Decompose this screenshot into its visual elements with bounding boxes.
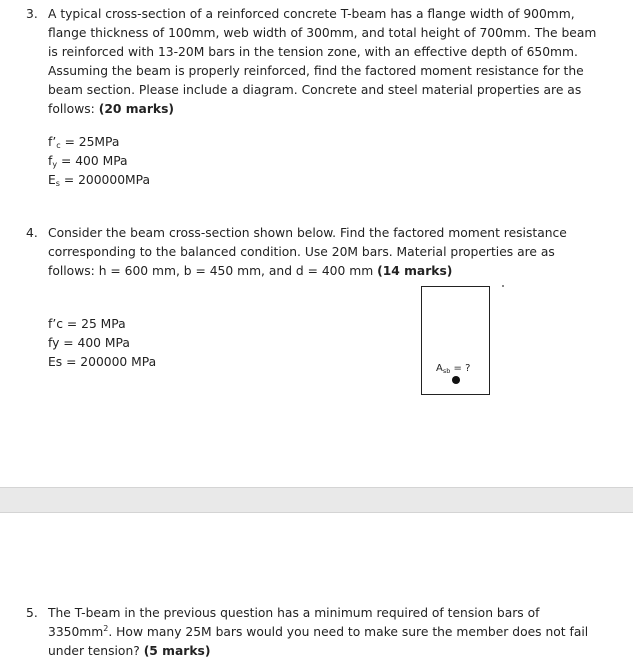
q3-prop-es: [48, 171, 150, 190]
q3-marks: (20 marks): [98, 102, 175, 116]
q3-line-4: Assuming the beam is properly reinforced, find the factored moment resistance for the: [48, 64, 584, 78]
page-lower: [0, 513, 633, 672]
question-5-number: 5.: [26, 606, 38, 620]
q4-line-2: corresponding to the balanced condition. Use 20M bars. Material properties are as: [48, 245, 555, 259]
q5-marks: (5 marks): [143, 644, 211, 658]
q3-material-properties: [48, 133, 150, 190]
q4-line-3: [48, 262, 600, 281]
q3-fy-subscript: y: [52, 160, 58, 169]
q5-line-2-text: . How many 25M bars would you need to make sure the member does not fail: [108, 625, 589, 639]
steel-area-value: = ?: [450, 363, 471, 374]
q3-line-6-text: follows:: [48, 102, 99, 116]
q3-line-2: flange thickness of 100mm, web width of 300mm, and total height of 700mm. The beam: [48, 26, 597, 40]
question-4-text: [48, 224, 600, 281]
q5-line-1: The T-beam in the previous question has a minimum required of tension bars of: [48, 606, 540, 620]
q3-prop-fc: [48, 133, 150, 152]
q4-line-3-text: follows: h = 600 mm, b = 450 mm, and d = 400 mm: [48, 264, 378, 278]
stray-mark: [502, 285, 504, 287]
question-3-number: 3.: [26, 7, 38, 21]
beam-cross-section-diagram: [421, 286, 490, 395]
q3-prop-fy: [48, 152, 150, 171]
q3-fc-subscript: c: [56, 141, 61, 150]
q3-line-6: [48, 100, 600, 119]
steel-area-subscript: sb: [442, 367, 451, 375]
q5-line-3: [48, 642, 600, 661]
q3-fc-symbol: f’: [48, 135, 57, 149]
page-break-separator: [0, 487, 633, 513]
question-5-text: [48, 604, 600, 661]
q3-fy-value: = 400 MPa: [57, 154, 128, 168]
q4-marks: (14 marks): [377, 264, 453, 278]
q4-prop-fy: fy = 400 MPa: [48, 336, 130, 350]
q5-area-value: 3350mm: [48, 625, 104, 639]
q3-es-value: = 200000MPa: [59, 173, 151, 187]
steel-area-symbol: A: [436, 363, 443, 374]
q4-prop-fc: f’c = 25 MPa: [48, 317, 126, 331]
q5-area-exponent: 2: [103, 624, 109, 633]
q3-line-1: A typical cross-section of a reinforced concrete T-beam has a flange width of 900mm,: [48, 7, 575, 21]
q3-fc-value: = 25MPa: [60, 135, 120, 149]
q3-es-subscript: s: [55, 179, 60, 188]
q3-fy-symbol: f: [48, 154, 53, 168]
q5-line-3-text: under tension?: [48, 644, 144, 658]
q4-material-properties: [48, 315, 156, 372]
q3-es-symbol: E: [48, 173, 56, 187]
q4-prop-es: Es = 200000 MPa: [48, 355, 157, 369]
q3-line-3: is reinforced with 13-20M bars in the tension zone, with an effective depth of 650mm.: [48, 45, 578, 59]
rebar-dot-icon: [452, 376, 460, 384]
q5-line-2: [48, 623, 600, 642]
q3-line-5: beam section. Please include a diagram. Concrete and steel material properties are as: [48, 83, 582, 97]
q4-line-1: Consider the beam cross-section shown below. Find the factored moment resistance: [48, 226, 567, 240]
steel-area-label: [436, 363, 470, 375]
question-4-number: 4.: [26, 226, 38, 240]
question-3-text: [48, 5, 600, 119]
